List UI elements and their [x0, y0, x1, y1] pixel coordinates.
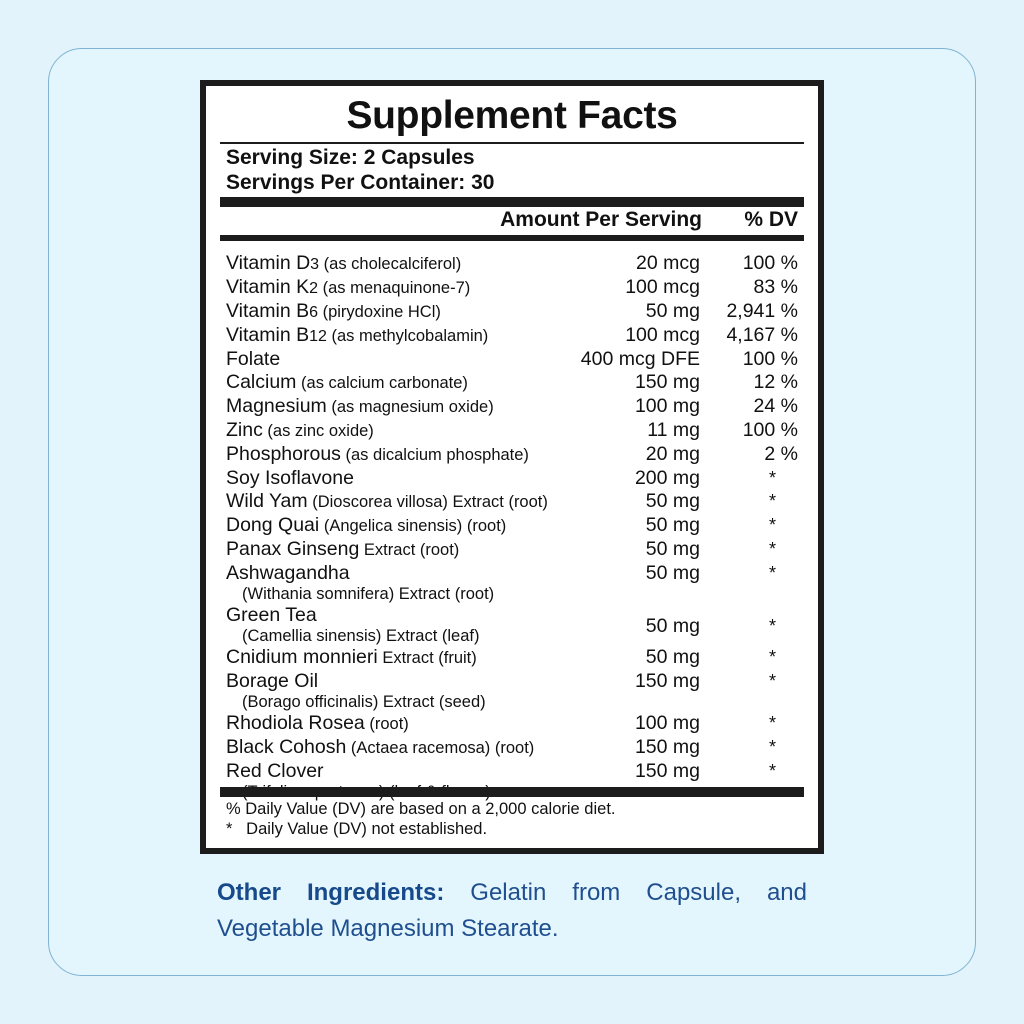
- nutrient-row: [226, 348, 798, 371]
- nutrient-label: Cnidium monnieri: [226, 646, 378, 668]
- nutrient-dv: *: [768, 671, 776, 691]
- nutrient-dv: 100 %: [742, 348, 798, 370]
- nutrient-dv: 83 %: [753, 276, 798, 298]
- nutrient-row: [226, 419, 798, 443]
- nutrient-row: [226, 300, 798, 324]
- nutrient-row: [226, 490, 798, 514]
- supplement-facts-panel: [200, 80, 824, 854]
- nutrient-label: Magnesium: [226, 395, 327, 417]
- nutrient-amount: 400 mcg DFE: [580, 348, 700, 370]
- nutrient-name: [226, 760, 324, 782]
- nutrient-row: [226, 252, 798, 276]
- panel-title: Supplement Facts: [346, 94, 678, 137]
- title-divider: [220, 142, 804, 144]
- nutrient-subscript: 3: [310, 256, 320, 273]
- nutrient-label: Zinc: [226, 419, 263, 441]
- nutrient-amount: 150 mg: [634, 760, 700, 782]
- nutrient-name: [226, 562, 350, 584]
- nutrient-row: [226, 646, 798, 670]
- nutrient-dv: *: [768, 713, 776, 733]
- nutrient-name: [226, 419, 374, 441]
- nutrient-dv: 100 %: [742, 252, 798, 274]
- nutrient-name: [226, 300, 441, 322]
- nutrient-row: [226, 670, 798, 712]
- serving-size: Serving Size: 2 Capsules: [226, 146, 475, 169]
- nutrient-qualifier: (as zinc oxide): [262, 422, 374, 440]
- nutrient-row: [226, 276, 798, 300]
- nutrient-qualifier: Extract (root): [359, 541, 460, 559]
- nutrient-qualifier: Extract (fruit): [377, 649, 477, 667]
- nutrient-row: [226, 395, 798, 419]
- nutrient-dv: *: [768, 491, 776, 511]
- nutrient-amount: 50 mg: [645, 490, 700, 512]
- nutrient-name: [226, 712, 409, 734]
- nutrient-amount: 50 mg: [645, 514, 700, 536]
- nutrient-label: Vitamin B: [226, 324, 310, 346]
- amount-per-serving-header: Amount Per Serving: [500, 208, 702, 231]
- nutrient-qualifier: (Dioscorea villosa) Extract (root): [307, 493, 548, 511]
- nutrient-label: Ashwagandha: [226, 562, 350, 584]
- nutrient-name: [226, 395, 494, 417]
- nutrient-dv: *: [768, 616, 776, 636]
- nutrient-qualifier: (root): [364, 715, 409, 733]
- nutrient-name: [226, 490, 548, 512]
- nutrient-amount: 150 mg: [634, 371, 700, 393]
- nutrient-dv: 24 %: [753, 395, 798, 417]
- other-ingredients-label: Other Ingredients:: [217, 879, 445, 906]
- nutrient-dv: 2,941 %: [726, 300, 798, 322]
- nutrient-label: Calcium: [226, 371, 297, 393]
- nutrient-dv: *: [768, 515, 776, 535]
- nutrient-label: Folate: [226, 348, 281, 370]
- nutrient-amount: 50 mg: [645, 300, 700, 322]
- nutrient-amount: 150 mg: [634, 736, 700, 758]
- nutrient-amount: 50 mg: [645, 646, 700, 668]
- nutrient-amount: 100 mcg: [625, 276, 700, 298]
- nutrient-label: Panax Ginseng: [226, 538, 360, 560]
- nutrient-amount: 50 mg: [645, 615, 700, 637]
- nutrient-row: [226, 538, 798, 562]
- nutrient-name: [226, 371, 468, 393]
- nutrient-label: Phosphorous: [226, 443, 341, 465]
- footnote-dv-basis: % Daily Value (DV) are based on a 2,000 calorie diet.: [226, 800, 616, 818]
- nutrient-dv: *: [768, 468, 776, 488]
- nutrient-name: [226, 538, 459, 560]
- dv-header: % DV: [744, 208, 798, 231]
- nutrient-dv: 100 %: [742, 419, 798, 441]
- nutrient-source: (Camellia sinensis) Extract (leaf): [242, 627, 480, 645]
- nutrient-name: [226, 736, 534, 758]
- nutrient-source: (Withania somnifera) Extract (root): [242, 585, 495, 603]
- nutrient-dv: *: [768, 761, 776, 781]
- nutrient-amount: 100 mg: [634, 712, 700, 734]
- nutrient-qualifier: (as magnesium oxide): [326, 398, 494, 416]
- nutrient-dv: 2 %: [764, 443, 798, 465]
- servings-per-container: Servings Per Container: 30: [226, 171, 495, 194]
- nutrient-label: Wild Yam: [226, 490, 308, 512]
- nutrient-row: [226, 371, 798, 395]
- nutrient-label: Dong Quai: [226, 514, 320, 536]
- nutrient-amount: 11 mg: [647, 419, 700, 441]
- nutrient-row: [226, 514, 798, 538]
- nutrient-qualifier: (as methylcobalamin): [326, 327, 489, 345]
- nutrient-name: [226, 646, 477, 668]
- nutrient-subscript: 6: [309, 304, 319, 321]
- nutrient-amount: 100 mg: [634, 395, 700, 417]
- nutrient-amount: 200 mg: [634, 467, 700, 489]
- header-divider: [220, 235, 804, 241]
- nutrient-name: [226, 604, 317, 626]
- nutrient-name: [226, 443, 529, 465]
- nutrient-qualifier: (as calcium carbonate): [296, 374, 468, 392]
- nutrient-name: [226, 348, 280, 370]
- nutrient-list: [226, 252, 798, 802]
- nutrient-qualifier: (Angelica sinensis) (root): [319, 517, 507, 535]
- other-ingredients-text: Gelatin from Capsule, and Vegetable Magnesium Stearate.: [217, 879, 807, 942]
- nutrient-qualifier: (Actaea racemosa) (root): [346, 739, 535, 757]
- nutrient-source: (Borago officinalis) Extract (seed): [242, 693, 486, 711]
- nutrient-dv: 12 %: [753, 371, 798, 393]
- nutrient-name: [226, 670, 318, 692]
- thick-divider-top: [220, 197, 804, 207]
- nutrient-name: [226, 252, 461, 274]
- thick-divider-bottom: [220, 787, 804, 797]
- nutrient-row: [226, 467, 798, 490]
- nutrient-name: [226, 514, 506, 536]
- nutrient-amount: 150 mg: [634, 670, 700, 692]
- nutrient-qualifier: (as dicalcium phosphate): [340, 446, 529, 464]
- nutrient-qualifier: (pirydoxine HCl): [318, 303, 441, 321]
- nutrient-label: Green Tea: [226, 604, 317, 626]
- nutrient-subscript: 2: [309, 280, 319, 297]
- nutrient-row: [226, 712, 798, 736]
- nutrient-label: Rhodiola Rosea: [226, 712, 365, 734]
- nutrient-label: Black Cohosh: [226, 736, 347, 758]
- nutrient-label: Vitamin D: [226, 252, 311, 274]
- nutrient-dv: *: [768, 563, 776, 583]
- nutrient-qualifier: (as menaquinone-7): [318, 279, 471, 297]
- nutrient-dv: *: [768, 647, 776, 667]
- nutrient-qualifier: (as cholecalciferol): [319, 255, 462, 273]
- footnote-not-established: * Daily Value (DV) not established.: [226, 820, 488, 838]
- nutrient-subscript: 12: [309, 328, 327, 345]
- nutrient-label: Soy Isoflavone: [226, 467, 354, 489]
- nutrient-dv: 4,167 %: [726, 324, 798, 346]
- nutrient-label: Vitamin B: [226, 300, 310, 322]
- nutrient-label: Vitamin K: [226, 276, 310, 298]
- other-ingredients: [217, 875, 807, 947]
- nutrient-amount: 20 mg: [645, 443, 700, 465]
- nutrient-row: [226, 443, 798, 467]
- nutrient-name: [226, 324, 488, 346]
- nutrient-amount: 50 mg: [645, 538, 700, 560]
- nutrient-amount: 50 mg: [645, 562, 700, 584]
- nutrient-amount: 100 mcg: [625, 324, 700, 346]
- nutrient-dv: *: [768, 539, 776, 559]
- nutrient-name: [226, 276, 470, 298]
- nutrient-dv: *: [768, 737, 776, 757]
- nutrient-label: Red Clover: [226, 760, 324, 782]
- nutrient-row: [226, 324, 798, 348]
- nutrient-row: [226, 604, 798, 646]
- nutrient-label: Borage Oil: [226, 670, 319, 692]
- nutrient-row: [226, 562, 798, 604]
- nutrient-amount: 20 mcg: [636, 252, 700, 274]
- nutrient-name: [226, 467, 354, 489]
- nutrient-row: [226, 736, 798, 760]
